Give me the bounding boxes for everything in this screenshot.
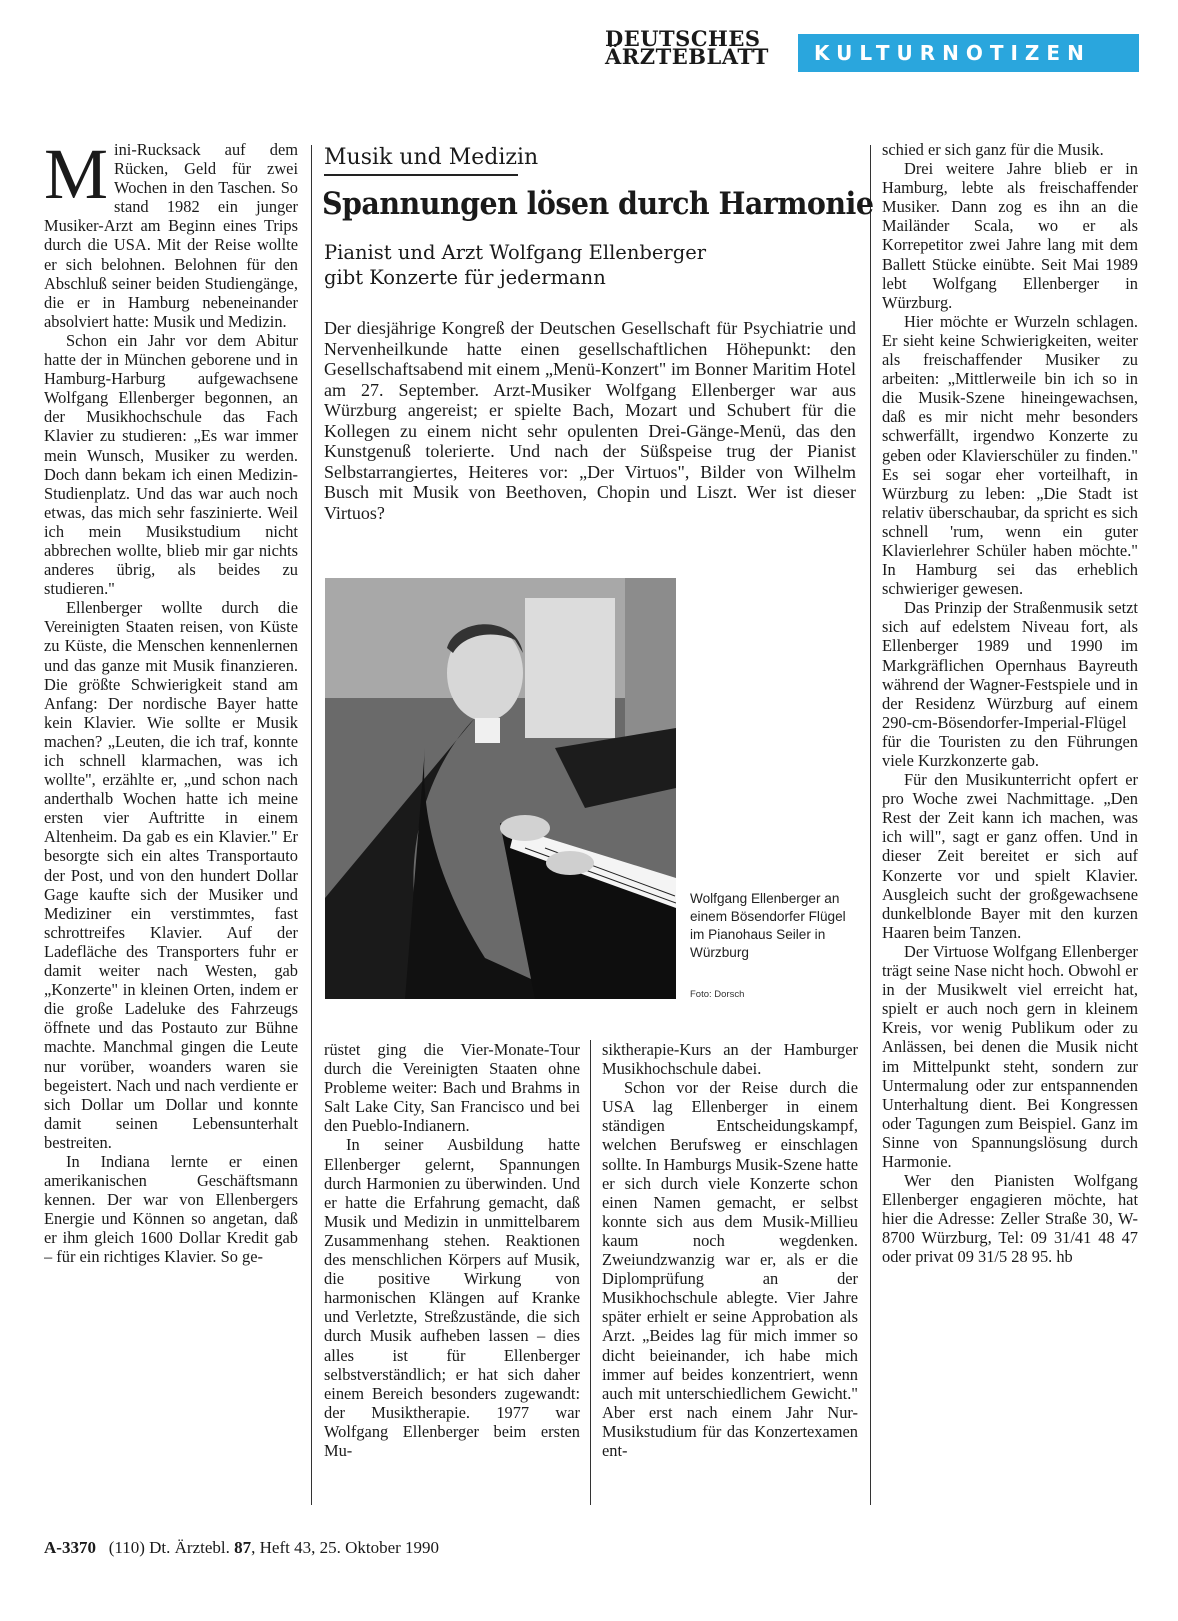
- page-footer: [44, 1538, 439, 1558]
- photo-illustration: [325, 578, 676, 999]
- paragraph: Das Prinzip der Straßenmusik setzt sich auf edelstem Niveau fort, als Ellenberger 1989 und 1990 im Markgräflichen Opernhaus Bayreuth während der Wagner-Festspiele und in der Residenz Würzburg auf einem 290-cm-Bösendorfer-Imperial-Flügel für die Touristen zu den Führungen viele Kurzkonzerte gab.: [882, 598, 1138, 770]
- subhead-line-1: Pianist und Arzt Wolfgang Ellenberger: [324, 241, 707, 264]
- issue-date: , Heft 43, 25. Oktober 1990: [251, 1538, 440, 1557]
- paragraph: In Indiana lernte er einen amerikanischen Geschäftsmann kennen. Der war von Ellenbergers Energie und Können so angetan, daß er ihm gleich 1600 Dollar Kredit gab – für ein richtiges Klavier. So ge-: [44, 1151, 298, 1267]
- paragraph: Wer den Pianisten Wolfgang Ellenberger engagieren möchte, hat hier die Adresse: Zeller Straße 30, W-8700 Würzburg, Tel: 09 31/41 48 47 oder privat 09 31/5 28 95. hb: [882, 1171, 1138, 1267]
- paragraph: Der Virtuose Wolfgang Ellenberger trägt seine Nase nicht hoch. Obwohl er in der Musikwelt viel erreicht hat, spielt er auch noch gern in kleinem Kreis, vor wenig Publikum oder zu Anlässen, bei denen die Musik nicht im Mittelpunkt steht, sondern zur Untermalung oder zur entspannenden Unterhaltung dient. Bei Kongressen oder Tagungen zum Beispiel. Ganz im Sinne von Spannungslösung durch Harmonie.: [882, 941, 1138, 1171]
- paragraph: Hier möchte er Wurzeln schlagen. Er sieht keine Schwierigkeiten, weiter als freischaffender Musiker zu arbeiten: „Mittlerweile bin ich so in die Musik-Szene hineingewachsen, daß es mir nicht mehr besonders schwerfällt, irgendwo Konzerte zu geben oder Klavierschüler zu finden." Es sei sogar eher vorteilhaft, in Würzburg zu leben: „Die Stadt ist relativ überschaubar, da spricht es sich schnell 'rum, wenn ein guter Klavierlehrer Schüler haben möchte." In Hamburg sei das erheblich schwieriger gewesen.: [882, 311, 1138, 599]
- paragraph: Ellenberger wollte durch die Vereinigten Staaten reisen, von Küste zu Küste, die Menschen kennenlernen und das ganze mit Musik finanzieren. Die größte Schwierigkeit stand am Anfang: Der nordische Bayer hatte kein Klavier. Wie sollte er Musik machen? „Leuten, die ich traf, konnte ich schnell klarmachen, was ich wollte", erzählte er, „und schon nach anderthalb Wochen hatte ich meine ersten vier Auftritte in einem Altenheim. Da gab es ein Klavier." Er besorgte sich ein altes Transportauto der Post, und von den hundert Dollar Gage kaufte sich der Musiker und Mediziner ein verstimmtes, fast schrottreifes Klavier. Auf der Ladefläche des Transporters fuhr er damit weiter nach Westen, gab „Konzerte" in kleinen Orten, indem er die große Ladeluke des Fahrzeugs öffnete und das Postauto zur Bühne machte. Manchmal gingen die Leute nur vorüber, woanders waren sie begeistert. Nach und nach verdiente er sich Dollar um Dollar und konnte damit seinen Lebensunterhalt bestreiten.: [44, 598, 298, 1152]
- article-column-4: [882, 140, 1138, 1520]
- paragraph: In seiner Ausbildung hatte Ellenberger gelernt, Spannungen durch Harmonien zu überwinden. Und er hatte die Erfahrung gemacht, daß Musik und Medizin in unmittelbarem Zusammenhang stehen. Reaktionen des menschlichen Körpers auf Musik, die positive Wirkung von harmonischen Klängen auf Kranke und Verletzte, Streßzustände, die sich durch Musik aufheben lassen – dies alles ist für Ellenberger selbstverständlich; er hat sich daher einem Bereich besonders zugewandt: der Musiktherapie. 1977 war Wolfgang Ellenberger beim ersten Mu-: [324, 1135, 580, 1460]
- column-rule: [311, 145, 312, 1505]
- masthead-line-2: ÄRZTEBLATT: [605, 44, 769, 69]
- article-column-2: [324, 1040, 580, 1520]
- article-headline: Spannungen lösen durch Harmonie: [322, 186, 874, 222]
- article-lead: Der diesjährige Kongreß der Deutschen Gesellschaft für Psychiatrie und Nervenheilkunde hatte einen gesellschaftlichen Höhepunkt: den Gesellschaftsabend mit einem „Menü-Konzert" im Bonner Maritim Hotel am 27. September. Arzt-Musiker Wolfgang Ellenberger war aus Würzburg angereist; er spielte Bach, Mozart und Schubert für die Kollegen zu einem nicht sehr opulenten Drei-Gänge-Menü, das den Kunstgenuß tolerierte. Und nach der Süßspeise trug der Pianist Selbstarrangiertes, Heiteres vor: „Der Virtuos", Bilder von Wilhelm Busch mit Musik von Beethoven, Chopin und Liszt. Wer ist dieser Virtuos?: [324, 318, 856, 523]
- paragraph: Schon ein Jahr vor dem Abitur hatte der in München geborene und in Hamburg-Harburg aufgewachsene Wolfgang Ellenberger begonnen, an der Musikhochschule das Fach Klavier zu studieren: „Es war immer mein Wunsch, Musiker zu werden. Doch dann bekam ich einen Medizin-Studienplatz. Und das war auch noch etwas, das mich sehr faszinierte. Weil ich mein Musikstudium nicht abbrechen wollte, blieb mir gar nichts anderes übrig, als beides zu studieren.": [44, 330, 298, 599]
- section-label: KULTURNOTIZEN: [798, 34, 1139, 72]
- paragraph: rüstet ging die Vier-Monate-Tour durch die Vereinigten Staaten ohne Probleme weiter: Bach und Brahms in Salt Lake City, San Francisco und bei den Pueblo-Indianern.: [324, 1040, 580, 1136]
- page-number: A-3370: [44, 1538, 96, 1557]
- paragraph: schied er sich ganz für die Musik.: [882, 140, 1104, 159]
- article-column-1: [44, 140, 298, 1520]
- paragraph: [44, 140, 298, 331]
- article-subhead: [324, 240, 844, 290]
- paragraph: Schon vor der Reise durch die USA lag Ellenberger in einem ständigen Entscheidungskampf, welchen Berufsweg er einschlagen sollte. In Hamburgs Musik-Szene hatte er sich durch viele Konzerte schon einen Namen gemacht, er selbst konnte sich aus dem Musik-Millieu kaum noch wegdenken. Zweiundzwanzig war er, als er die Diplomprüfung an der Musikhochschule ablegte. Vier Jahre später erhielt er seine Approbation als Arzt. „Beides lag für mich immer so dicht beieinander, ich habe mich immer auf beides konzentriert, wenn auch mit unterschiedlichem Gewicht." Aber erst nach einem Jahr Nur-Musikstudium für das Konzertexamen ent-: [602, 1078, 858, 1460]
- column-rule: [590, 1040, 591, 1505]
- paragraph: Drei weitere Jahre blieb er in Hamburg, lebte als freischaffender Musiker. Dann zog es ihn an die Mailänder Scala, wo er als Korrepetitor zwei Jahre lang mit dem Ballett Stücke einübte. Seit Mai 1989 lebt Wolfgang Ellenberger in Würzburg.: [882, 159, 1138, 312]
- masthead-line-1: DEUTSCHES: [605, 26, 761, 51]
- journal-reference: (110) Dt. Ärztebl.: [108, 1538, 230, 1557]
- paragraph-text: ini-Rucksack auf dem Rücken, Geld für zwei Wochen in den Taschen. So stand 1982 ein junger Musiker-Arzt am Beginn eines Trips durch die USA. Mit der Reise wollte er sich belohnen. Belohnen für den Abschluß seiner beiden Studiengänge, die er in Hamburg nebeneinander absolviert hatte: Musik und Medizin.: [44, 140, 298, 331]
- volume-number: 87: [234, 1538, 252, 1557]
- kicker-underline: [324, 174, 518, 176]
- column-rule: [870, 145, 871, 1505]
- article-kicker: Musik und Medizin: [324, 145, 539, 170]
- article-column-3: [602, 1040, 858, 1520]
- masthead: [605, 26, 769, 69]
- paragraph: Für den Musikunterricht opfert er pro Woche zwei Nachmittage. „Den Rest der Zeit kann ich machen, was ich will", sagt er ganz offen. Und in dieser Zeit bereitet er sich auf Konzerte vor und spielt Klavier. Ausgleich sucht der großgewachsene dunkelblonde Bayer mit den kurzen Haaren beim Tanzen.: [882, 770, 1138, 942]
- subhead-line-2: gibt Konzerte für jedermann: [324, 266, 606, 289]
- photo-caption: Wolfgang Ellenberger an einem Bösendorfer Flügel im Pianohaus Seiler in Würzburg: [690, 891, 846, 960]
- drop-cap: M: [44, 140, 109, 214]
- pianist-photo: [325, 578, 676, 999]
- paragraph: siktherapie-Kurs an der Hamburger Musikhochschule dabei.: [602, 1040, 858, 1079]
- photo-credit: Foto: Dorsch: [690, 989, 745, 1000]
